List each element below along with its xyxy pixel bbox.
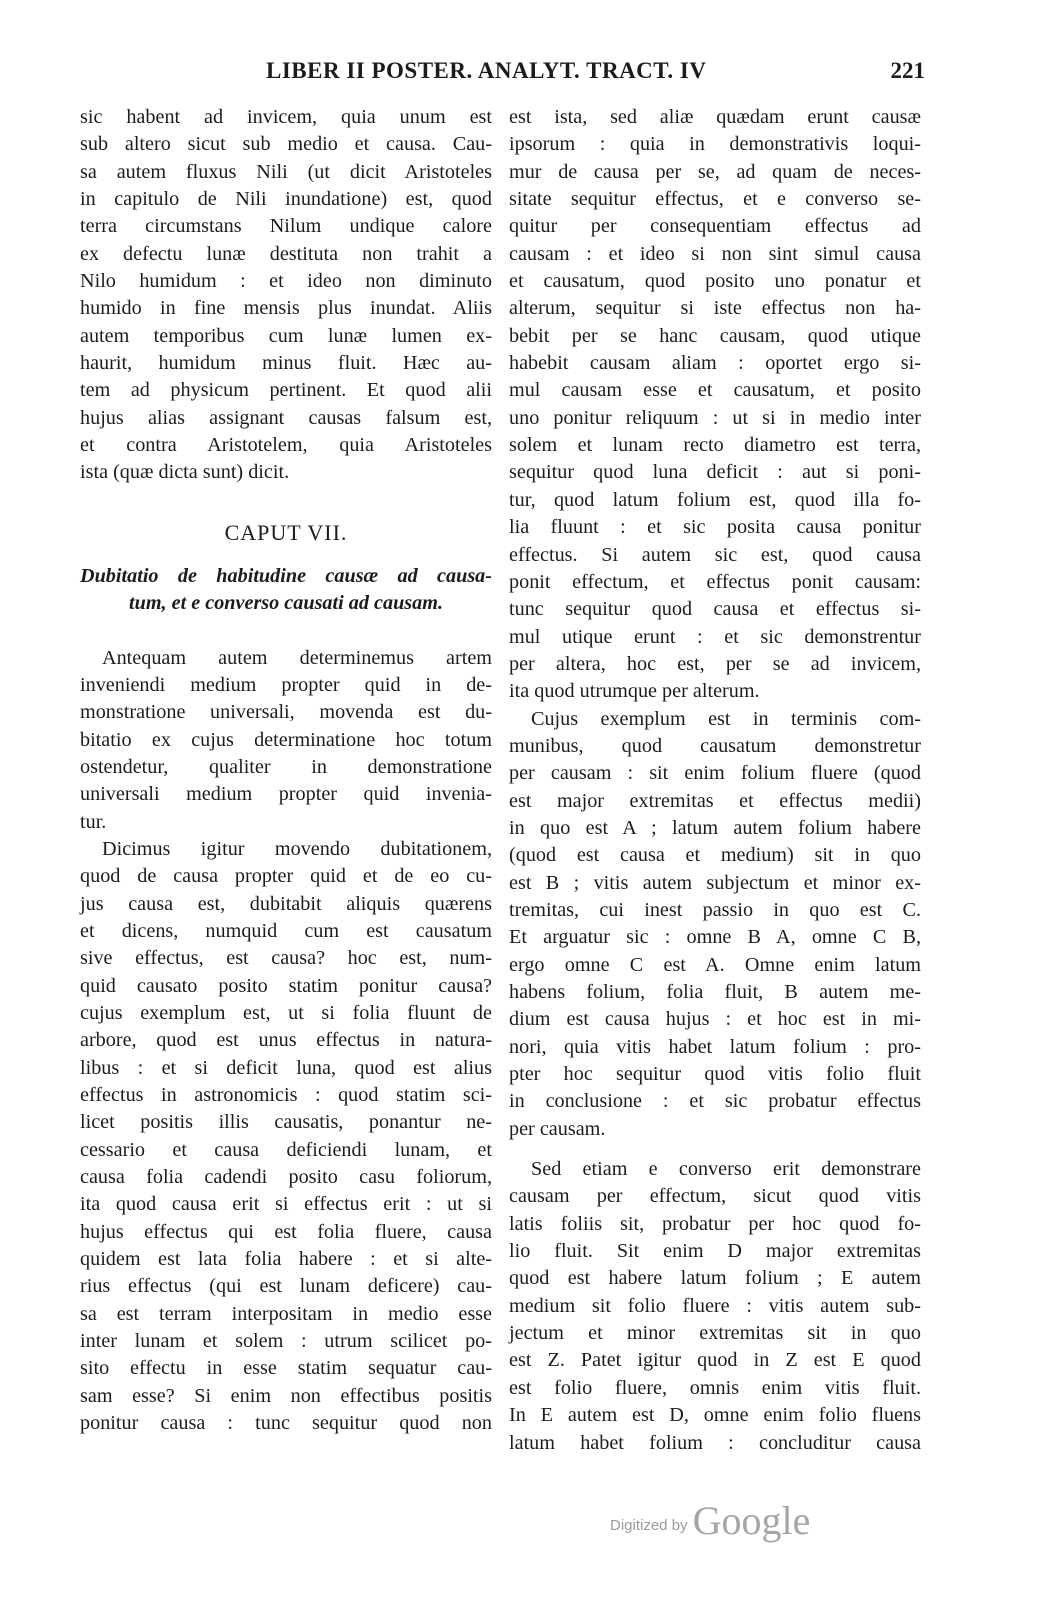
text-line: et contra Aristotelem, quia Aristoteles [80, 434, 492, 457]
text-line: causa folia cadendi posito casu foliorum, [80, 1166, 492, 1189]
paragraph [80, 645, 492, 836]
text-line: mul utique erunt : et sic demonstrentur [509, 625, 921, 648]
paragraph [509, 104, 921, 706]
text-line: mur de causa per se, ad quam de neces- [509, 160, 921, 183]
text-line: sa autem fluxus Nili (ut dicit Aristoteles [80, 160, 492, 183]
text-line: arbore, quod est unus effectus in natura- [80, 1029, 492, 1052]
text-line: Cujus exemplum est in terminis com- [531, 707, 921, 730]
text-line: medium sit folio fluere : vitis autem sub- [509, 1294, 921, 1317]
right-column [509, 104, 921, 1457]
text-line: licet positis illis causatis, ponantur ne- [80, 1111, 492, 1134]
text-line: sam esse? Si enim non effectibus positis [80, 1384, 492, 1407]
text-line: cujus exemplum est, ut si folia fluunt de [80, 1001, 492, 1024]
text-line: est major extremitas et effectus medii) [509, 789, 921, 812]
text-line: terra circumstans Nilum undique calore [80, 215, 492, 238]
text-line: sequitur quod luna deficit : aut si poni- [509, 461, 921, 484]
text-line: hujus alias assignant causas falsum est, [80, 406, 492, 429]
text-line: quod de causa propter quid et de eo cu- [80, 865, 492, 888]
text-line: bitatio ex cujus determinatione hoc totum [80, 728, 492, 751]
text-line: ponitur causa : tunc sequitur quod non [80, 1412, 492, 1435]
text-line: nori, quia vitis habet latum folium : pro- [509, 1035, 921, 1058]
text-line: lia fluunt : et sic posita causa ponitur [509, 516, 921, 539]
text-line: solem et lunam recto diametro est terra, [509, 434, 921, 457]
text-line: habebit causam aliam : oportet ergo si- [509, 352, 921, 375]
paragraph [80, 104, 492, 487]
text-line: Antequam autem determinemus artem [102, 646, 492, 669]
text-line: est ista, sed aliæ quædam erunt causæ [509, 106, 921, 128]
text-line: tur, quod latum folium est, quod illa fo- [509, 488, 921, 511]
paragraph [509, 1156, 921, 1457]
text-line: libus : et si deficit luna, quod est alius [80, 1056, 492, 1079]
chapter-heading: CAPUT VII. [224, 519, 348, 545]
text-line: per causam : sit enim folium fluere (quod [509, 762, 921, 785]
text-line: ergo omne C est A. Omne enim latum [509, 953, 921, 976]
text-line: inter lunam et solem : utrum scilicet po- [80, 1330, 492, 1353]
text-line: tur. [80, 810, 107, 833]
text-line: Nilo humidum : et ideo non diminuto [80, 270, 492, 293]
paragraph [80, 836, 492, 1438]
text-line: et causatum, quod posito uno ponatur et [509, 270, 921, 293]
paragraph [509, 706, 921, 1144]
text-line: tem ad physicum pertinent. Et quod alii [80, 379, 492, 402]
text-line: in quo est A ; latum autem folium habere [509, 816, 921, 839]
text-line: habens folium, folia fluit, B autem me- [509, 981, 921, 1003]
digitization-watermark [610, 1497, 810, 1547]
text-line: haurit, humidum minus fluit. Hæc au- [80, 352, 492, 375]
text-line: jus causa est, dubitabit aliquis quærens [80, 892, 492, 915]
text-line: munibus, quod causatum demonstretur [509, 734, 921, 757]
text-line: in capitulo de Nili inundatione) est, quod [80, 188, 492, 211]
text-line: mul causam esse et causatum, et posito [509, 379, 921, 402]
text-line: ex defectu lunæ destituta non trahit a [80, 242, 492, 265]
text-line: effectus in astronomicis : quod statim sci- [80, 1084, 492, 1106]
text-line: latum habet folium : concluditur causa [509, 1431, 921, 1454]
text-line: est folio fluere, omnis enim vitis fluit. [509, 1376, 921, 1399]
text-line: tunc sequitur quod causa et effectus si- [509, 598, 921, 621]
text-line: et dicens, numquid cum est causatum [80, 919, 492, 942]
text-line: est Z. Patet igitur quod in Z est E quod [509, 1349, 921, 1372]
text-line: uno ponitur reliquum : ut si in medio inter [509, 406, 921, 429]
text-line: humido in fine mensis plus inundat. Aliis [80, 297, 492, 320]
text-line: per causam. [509, 1117, 606, 1140]
google-logo: Google [692, 1498, 811, 1543]
text-line: alterum, sequitur si iste effectus non ha- [509, 297, 921, 320]
text-line: latis foliis sit, probatur per hoc quod fo- [509, 1212, 921, 1235]
subtitle-line: Dubitatio de habitudine causæ ad causa- [80, 564, 492, 587]
digitized-by-label: Digitized by [610, 1517, 688, 1534]
text-line: effectus. Si autem sic est, quod causa [509, 543, 921, 566]
running-header [80, 58, 925, 92]
text-line: dium est causa hujus : et hoc est in mi- [509, 1008, 921, 1031]
text-line: inveniendi medium propter quid in de- [80, 673, 492, 696]
text-line: monstratione universali, movenda est du- [80, 701, 492, 724]
text-line: sitate sequitur effectus, et e converso se- [509, 188, 921, 211]
text-line: pter hoc sequitur quod vitis folio fluit [509, 1063, 921, 1086]
text-line: cessario et causa deficiendi lunam, et [80, 1138, 492, 1161]
text-line: (quod est causa et medium) sit in quo [509, 844, 921, 867]
text-line: est B ; vitis autem subjectum et minor ex- [509, 871, 921, 894]
left-column [80, 104, 492, 1437]
text-line: tremitas, cui inest passio in quo est C. [509, 898, 921, 921]
text-line: sic habent ad invicem, quia unum est [80, 106, 492, 128]
text-line: Sed etiam e converso erit demonstrare [531, 1158, 921, 1181]
page-number: 221 [890, 58, 925, 83]
running-title: LIBER II POSTER. ANALYT. TRACT. IV [266, 58, 707, 83]
text-line: ipsorum : quia in demonstrativis loqui- [509, 133, 921, 156]
text-line: jectum et minor extremitas sit in quo [509, 1322, 921, 1345]
text-line: Dicimus igitur movendo dubitationem, [102, 837, 492, 860]
text-line: quid causato posito statim ponitur causa? [80, 974, 492, 997]
text-line: autem temporibus cum lunæ lumen ex- [80, 324, 492, 347]
text-line: hujus effectus qui est folia fluere, causa [80, 1220, 492, 1243]
text-line: lio fluit. Sit enim D major extremitas [509, 1240, 921, 1263]
text-line: quitur per consequentiam effectus ad [509, 215, 921, 238]
chapter-subtitle [80, 563, 492, 618]
text-line: universali medium propter quid invenia- [80, 783, 492, 806]
text-line: rius effectus (qui est lunam deficere) cau- [80, 1275, 492, 1298]
text-line: sito effectu in esse statim sequatur cau- [80, 1357, 492, 1380]
text-line: ita quod causa erit si effectus erit : ut si [80, 1193, 492, 1216]
text-line: quidem est lata folia habere : et si alte- [80, 1248, 492, 1271]
text-line: bebit per se hanc causam, quod utique [509, 324, 921, 347]
text-line: ostendetur, qualiter in demonstratione [80, 755, 492, 778]
text-line: causam : et ideo si non sint simul causa [509, 242, 921, 265]
text-line: sa est terram interpositam in medio esse [80, 1302, 492, 1325]
text-line: Et arguatur sic : omne B A, omne C B, [509, 926, 921, 949]
text-line: causam per effectum, sicut quod vitis [509, 1185, 921, 1208]
text-line: sub altero sicut sub medio et causa. Cau- [80, 133, 492, 156]
text-line: In E autem est D, omne enim folio fluens [509, 1404, 921, 1427]
text-line: ista (quæ dicta sunt) dicit. [80, 461, 290, 484]
text-line: ita quod utrumque per alterum. [509, 680, 760, 703]
text-line: ponit effectum, et effectus ponit causam: [509, 570, 921, 593]
text-line: in conclusione : et sic probatur effectus [509, 1090, 921, 1113]
text-line: per altera, hoc est, per se ad invicem, [509, 652, 921, 675]
text-line: quod est habere latum folium ; E autem [509, 1267, 921, 1290]
text-line: sive effectus, est causa? hoc est, num- [80, 947, 492, 970]
subtitle-line: tum, et e converso causati ad causam. [128, 592, 444, 615]
